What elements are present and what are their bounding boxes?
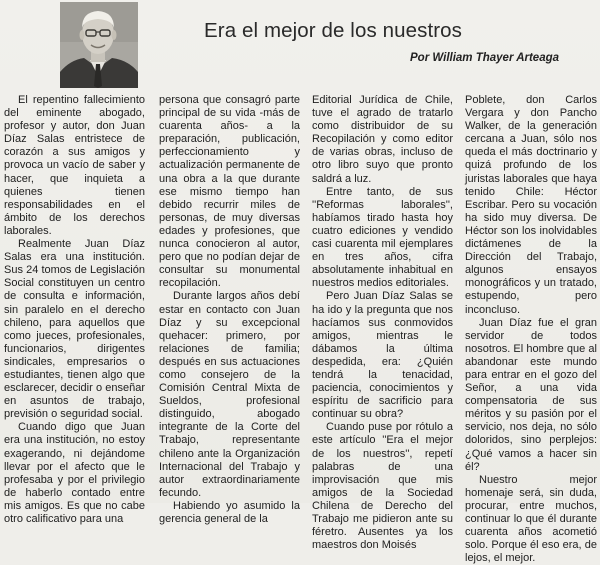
paragraph: Poblete, don Carlos Vergara y don Pancho Walker, de la generación cercana a Juan, sólo nos queda el más doctrinario y quizá profundo de los juristas laborales que haya tenido Chile: Héctor Escribar. Pero su vocación ha sido muy diversa. De Héctor son los inolvidables dictámenes de la Dirección del Trabajo, algunos ensayos monográficos y un tratado, estupendo, pero inconcluso. xyxy=(465,94,597,316)
paragraph: Pero Juan Díaz Salas se ha ido y la pregunta que nos hacíamos sus conmovidos amigos, mientras le dábamos la última despedida, era: ¿Quién tendrá la tenacidad, paciencia, conocimientos y espíritu de sacrificio para continuar su obra? xyxy=(312,290,453,421)
article-byline: Por William Thayer Arteaga xyxy=(410,52,560,64)
article-headline: Era el mejor de los nuestros xyxy=(204,19,463,42)
author-portrait-photo xyxy=(60,2,138,88)
text-column-1 xyxy=(4,94,145,525)
paragraph: Juan Díaz fue el gran servidor de todos nosotros. El hombre que al abandonar este mundo para entrar en el gozo del Señor, a una vida compensatoria de sus méritos y su pasión por el servicio, nos deja, no sólo doloridos, sino perplejos: ¿Qué vamos a hacer sin él? xyxy=(465,316,597,473)
paragraph: Habiendo yo asumido la gerencia general de la xyxy=(159,499,300,525)
paragraph: Editorial Jurídica de Chile, tuve el agrado de tratarlo como distribuidor de su Recopilación y como editor de varias obras, incluso de otro libro suyo que pronto saldrá a luz. xyxy=(312,94,453,185)
paragraph: Cuando digo que Juan era una institución, no estoy exagerando, ni dejándome llevar por el afecto que le profesaba y por el privilegio de haberlo contado entre mis amigos. Es que no cabe otro calificativo para una xyxy=(4,421,145,525)
paragraph: Durante largos años debí estar en contacto con Juan Díaz y su excepcional quehacer: primero, por relaciones de familia; después en sus actuaciones como consejero de la Comisión Central Mixta de Sueldos, profesional distinguido, abogado integrante de la Corte del Trabajo, representante chileno ante la Organización Internacional del Trabajo y autor extraordinariamente fecundo. xyxy=(159,290,300,499)
paragraph: Realmente Juan Díaz Salas era una institución. Sus 24 tomos de Legislación Social constituyen un centro de consulta e información, sin paralelo en el derecho chileno, para aquellos que como jueces, profesionales, funcionarios, dirigentes sindicales, empresarios o estudiantes, tienen algo que esclarecer, decidir o enseñar en asuntos de trabajo, previsión o seguridad social. xyxy=(4,238,145,421)
paragraph: Entre tanto, de sus ''Reformas laborales'', habíamos tirado hasta hoy cuatro ediciones y vendido casi cuarenta mil ejemplares en tres años, cifra absolutamente inhabitual en nuestros medios editoriales. xyxy=(312,185,453,290)
paragraph: Cuando puse por rótulo a este artículo ''Era el mejor de los nuestros'', repetí palabras de una improvisación que mis amigos de la Sociedad Chilena de Derecho del Trabajo me pidieron ante su féretro. Ausentes ya los maestros don Moisés xyxy=(312,421,453,552)
text-column-3 xyxy=(312,94,453,552)
paragraph: Nuestro mejor homenaje será, sin duda, procurar, entre muchos, continuar lo que él durante cuarenta años acometió solo. Porque él eso era, de lejos, el mejor. xyxy=(465,473,597,565)
text-column-2 xyxy=(159,94,300,525)
text-column-4 xyxy=(465,94,597,565)
paragraph: El repentino fallecimiento del eminente abogado, profesor y autor, don Juan Díaz Salas entristece de corazón a sus amigos y provoca un vacío de saber y hacer, que inquieta a quienes tienen responsabilidades en el ámbito de los derechos laborales. xyxy=(4,94,145,237)
paragraph: persona que consagró parte principal de su vida -más de cuarenta años- a la preparación, publicación, perfeccionamiento y actualización permanente de una obra a la que durante ese mismo tiempo han debido recurrir miles de personas, de muy diversas edades y profesiones, que nunca conocieron al autor, pero que no podían dejar de consultar su monumental recopilación. xyxy=(159,94,300,290)
